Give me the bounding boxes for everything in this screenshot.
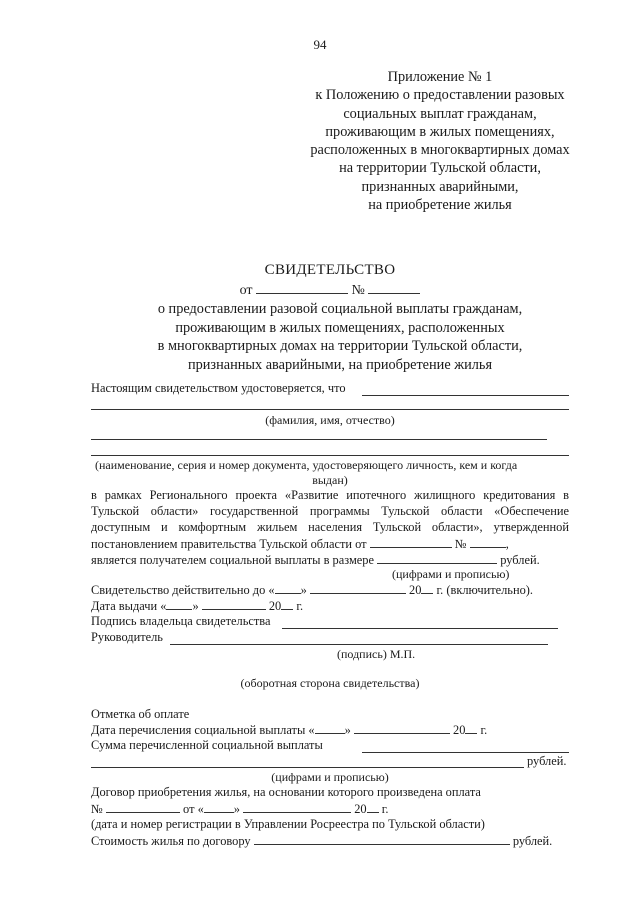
payment-size-line	[91, 552, 540, 568]
issue-date-line	[91, 598, 303, 614]
appendix-line: к Положению о предоставлении разовых	[315, 87, 565, 104]
year-prefix: 20	[409, 583, 422, 597]
appendix-header	[300, 68, 580, 214]
transfer-month-field[interactable]	[354, 722, 450, 734]
quote-close: »	[300, 583, 307, 597]
fio-caption: (фамилия, имя, отчество)	[265, 413, 395, 427]
year-suffix: г.	[381, 802, 389, 816]
appendix-line: на приобретение жилья	[368, 197, 512, 214]
year-prefix: 20	[354, 802, 367, 816]
reverse-side-title: (оборотная сторона свидетельства)	[240, 676, 420, 690]
appendix-line: социальных выплат гражданам,	[343, 105, 537, 122]
issue-month-field[interactable]	[202, 598, 266, 610]
payment-mark-label: Отметка об оплате	[91, 707, 190, 721]
owner-signature-field[interactable]	[282, 628, 558, 629]
cost-label: Стоимость жилья по договору	[91, 834, 251, 848]
valid-until-line	[91, 582, 533, 598]
resolution-number-label: №	[454, 537, 467, 551]
contract-day-field[interactable]	[204, 801, 234, 813]
id-document-field-line2[interactable]	[91, 455, 569, 456]
cost-rub-label: рублей.	[512, 834, 553, 848]
appendix-line: на территории Тульской области,	[339, 160, 541, 177]
head-signature-field[interactable]	[170, 644, 548, 645]
subtitle-line: признанных аварийными, на приобретение жилья	[187, 356, 493, 373]
appendix-line: Приложение № 1	[387, 69, 493, 85]
certificate-title: СВИДЕТЕЛЬСТВО	[264, 262, 396, 278]
paragraph-line: в рамках Регионального проекта «Развитие ипотечного жилищного кредитования в	[91, 488, 569, 502]
contract-month-field[interactable]	[243, 801, 351, 813]
issue-date-label: Дата выдачи «	[91, 599, 167, 613]
resolution-number-field[interactable]	[470, 536, 506, 548]
valid-day-field[interactable]	[275, 582, 301, 594]
recipient-name-field[interactable]	[362, 395, 569, 396]
document-caption: (наименование, серия и номер документа, удостоверяющего личность, кем и когда	[95, 458, 518, 472]
subtitle-line: о предоставлении разовой социальной выплаты гражданам,	[157, 301, 523, 317]
page-number: 94	[313, 37, 327, 52]
contract-number-label: №	[91, 802, 103, 816]
subtitle-line: проживающим в жилых помещениях, расположенных	[175, 319, 505, 336]
paragraph-line: Тульской области» государственной программы Тульской области «Обеспечение	[91, 504, 569, 518]
resolution-line	[91, 536, 509, 552]
rub-label: рублей.	[500, 553, 540, 567]
valid-month-field[interactable]	[310, 582, 406, 594]
issue-year-field[interactable]	[281, 598, 293, 610]
id-document-field[interactable]	[91, 439, 547, 440]
transfer-day-field[interactable]	[315, 722, 345, 734]
paragraph-line: доступным и комфортным жильем населения Тульской области», утвержденной	[91, 520, 569, 534]
reverse-sum-caption: (цифрами и прописью)	[271, 770, 389, 784]
recipient-name-field-line2[interactable]	[91, 409, 569, 410]
comma: ,	[505, 537, 509, 551]
inclusive-label: г. (включительно).	[436, 583, 534, 597]
resolution-date-field[interactable]	[370, 536, 452, 548]
certificate-date-field[interactable]	[256, 282, 348, 294]
valid-until-label: Свидетельство действительно до «	[91, 583, 275, 597]
quote-close: »	[344, 723, 351, 737]
transfer-date-label: Дата перечисления социальной выплаты «	[91, 723, 315, 737]
from-label: от	[239, 283, 253, 298]
cost-field[interactable]	[254, 833, 510, 845]
contract-year-field[interactable]	[367, 801, 379, 813]
document-caption-cont: выдан)	[312, 473, 348, 487]
payment-amount-field[interactable]	[377, 552, 497, 564]
appendix-line: признанных аварийными,	[361, 178, 519, 195]
resolution-text: постановлением правительства Тульской области от	[91, 537, 367, 551]
contract-number-line	[91, 801, 389, 817]
cost-line	[91, 833, 552, 849]
year-suffix: г.	[480, 723, 488, 737]
certificate-subtitle	[0, 300, 640, 374]
quote-close: »	[192, 599, 199, 613]
contract-number-field[interactable]	[106, 801, 180, 813]
issue-day-field[interactable]	[166, 598, 192, 610]
year-prefix: 20	[453, 723, 466, 737]
certificate-number-field[interactable]	[368, 282, 420, 294]
transfer-sum-label: Сумма перечисленной социальной выплаты	[91, 738, 323, 752]
payment-size-text: является получателем социальной выплаты в размере	[91, 553, 374, 567]
owner-signature-label: Подпись владельца свидетельства	[91, 614, 271, 628]
number-label: №	[351, 283, 365, 298]
registration-caption: (дата и номер регистрации в Управлении Росреестра по Тульской области)	[91, 817, 485, 831]
subtitle-line: в многоквартирных домах на территории Тульской области,	[157, 338, 523, 354]
contract-from-label: от «	[183, 802, 204, 816]
contract-label: Договор приобретения жилья, на основании которого произведена оплата	[91, 785, 481, 799]
year-suffix: г.	[296, 599, 304, 613]
year-prefix: 20	[268, 599, 282, 613]
head-label: Руководитель	[91, 630, 163, 644]
appendix-line: проживающим в жилых помещениях,	[325, 123, 555, 140]
sum-caption: (цифрами и прописью)	[392, 567, 510, 581]
certificate-date-number-line	[0, 282, 640, 299]
transfer-sum-field[interactable]	[362, 752, 569, 753]
transfer-rub-label: рублей.	[527, 754, 567, 768]
appendix-line: расположенных в многоквартирных домах	[310, 142, 570, 159]
transfer-date-line	[91, 722, 487, 738]
quote-close: »	[233, 802, 240, 816]
valid-year-field[interactable]	[421, 582, 433, 594]
transfer-sum-field-line2[interactable]	[91, 767, 524, 768]
signature-caption: (подпись) М.П.	[337, 647, 416, 661]
certify-text: Настоящим свидетельством удостоверяется, что	[91, 381, 346, 395]
transfer-year-field[interactable]	[465, 722, 477, 734]
